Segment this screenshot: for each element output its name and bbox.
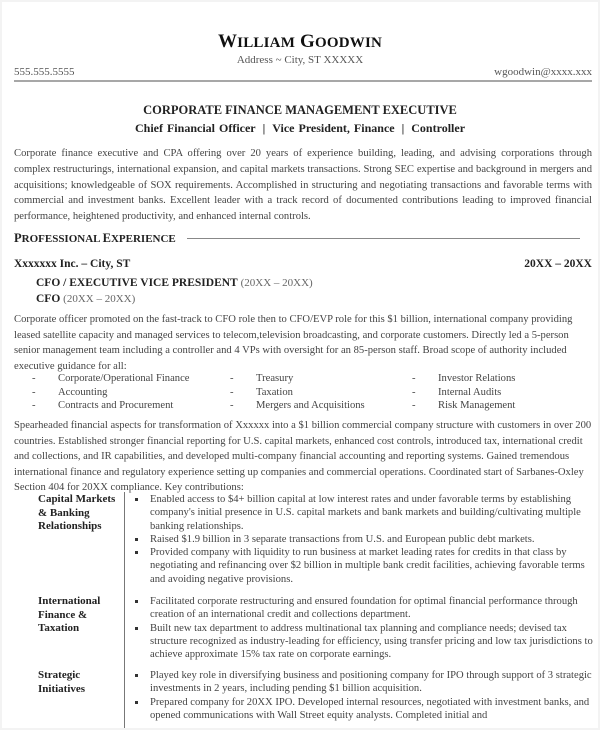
skill-item: - Treasury — [230, 373, 294, 384]
skill-item: - Mergers and Acquisitions — [230, 400, 365, 411]
job-title: CFO (20XX – 20XX) — [36, 293, 136, 305]
bullet-item: Played key role in diversifying business and positioning company for IPO through support of 3 strategic investments in 2 years, including pending $1 billion acquisition. — [134, 669, 594, 696]
bullet-item: Provided company with liquidity to run business at market leading rates for credits in that class by negotiating and refinancing over $2 billion in multiple bank credit facilities, achieving favorable terms and avoiding negative provisions. — [134, 546, 594, 586]
bullet-item: Facilitated corporate restructuring and ensured foundation for optimal financial performance through creation of an international credit and collections department. — [134, 595, 594, 622]
candidate-name: WILLIAM GOODWIN — [217, 31, 383, 52]
skills-column — [32, 372, 190, 413]
company-dates: 20XX – 20XX — [524, 258, 592, 270]
section-title-professional-experience: PROFESSIONAL EXPERIENCE — [14, 231, 176, 245]
role-vice-president-finance: Vice President, Finance — [272, 121, 395, 135]
skills-column — [230, 372, 365, 413]
skill-item: - Taxation — [230, 386, 293, 398]
phone-number: 555.555.5555 — [14, 66, 75, 78]
contribution-label: Strategic Initiatives — [38, 669, 86, 695]
transformation-paragraph: Spearheaded financial aspects for transformation of Xxxxxx into a $1 billion commercial company structure with customers in over 200 countries. Established stronger financial reporting for U.S. capital markets, enhanced cost controls, introduced tax, international credit and collections, and IR capabilities, and developed multi-company financial accounting and reporting systems. Gained tremendous international finance and regulatory experience setting up companies and commercial operations. Coordinated start of Sarbanes-Oxley Section 404 for 20XX compliance. Key contributions: — [14, 420, 592, 493]
separator: | — [262, 121, 266, 135]
skill-item: - Risk Management — [412, 400, 516, 411]
contribution-bullets — [134, 595, 594, 661]
skills-column — [412, 372, 515, 413]
job-title: CFO / EXECUTIVE VICE PRESIDENT (20XX – 20XX) — [36, 277, 313, 289]
bullet-item: Prepared company for 20XX IPO. Developed internal resources, negotiated with investment banks, and opened communications with Wall Street equity analysts. Completed initial and — [134, 696, 594, 723]
section-divider — [187, 238, 580, 239]
headline-roles — [2, 121, 598, 136]
company-name: Xxxxxxx Inc. – City, ST — [14, 258, 131, 270]
skill-item: - Accounting — [32, 386, 108, 398]
contribution-label: International Finance & Taxation — [38, 595, 101, 634]
role-chief-financial-officer: Chief Financial Officer — [134, 121, 256, 135]
role-controller: Controller — [411, 121, 466, 135]
bullet-item: Enabled access to $4+ billion capital at low interest rates and under favorable terms by establishing company's initial presence in U.S. capital markets and bank markets and building/cultivating multiple banking relationships. — [134, 493, 594, 533]
bullet-item: Raised $1.9 billion in 3 separate transactions from U.S. and European public debt markets. — [134, 533, 594, 546]
contribution-bullets — [134, 493, 594, 586]
contribution-bullets — [134, 669, 594, 722]
email-address: wgoodwin@xxxx.xxx — [494, 66, 592, 78]
bullet-item: Built new tax department to address multinational tax planning and compliance needs; devised tax structure recognized as industry-leading for efficiency, using transfer pricing and low tax jurisdictions to achieve approximate 15% tax rate on corporate earnings. — [134, 622, 594, 662]
address: Address ~ City, ST XXXXX — [236, 54, 364, 66]
headline-title: CORPORATE FINANCE MANAGEMENT EXECUTIVE — [143, 103, 457, 117]
resume-page — [2, 2, 598, 728]
separator: | — [401, 121, 405, 135]
role-overview: Corporate officer promoted on the fast-track to CFO role then to CFO/EVP role for this $1 billion, international company providing leased satellite capacity and managed services to telecom,television broadcasting, and corporate customers. Directly led a 5-person senior management team including a controller and 4 VPs with oversight for an 85-person staff. Broad scope of authority included executive guidance for all: — [14, 314, 573, 372]
contributions-divider — [124, 492, 125, 728]
skill-item: - Internal Audits — [412, 386, 502, 398]
contribution-label: Capital Markets & Banking Relationships — [38, 493, 116, 532]
skill-item: - Contracts and Procurement — [32, 400, 174, 411]
summary-paragraph: Corporate finance executive and CPA offering over 20 years of experience building, leading, and advising corporations through complex restructurings, international expansion, and capital markets transactions. Strong SEC expertise and background in mergers and acquisitions; knowledgeable of SOX requirements. Accomplished in structuring and negotiating transactions and favorable terms with commercial and investment banks. Excellent leader with a track record of documented contributions leading to improved financial performance, heightened productivity, and enhanced internal controls. — [14, 148, 592, 223]
skill-item: - Investor Relations — [412, 373, 516, 384]
skill-item: - Corporate/Operational Finance — [32, 373, 190, 384]
header-divider — [14, 80, 592, 82]
